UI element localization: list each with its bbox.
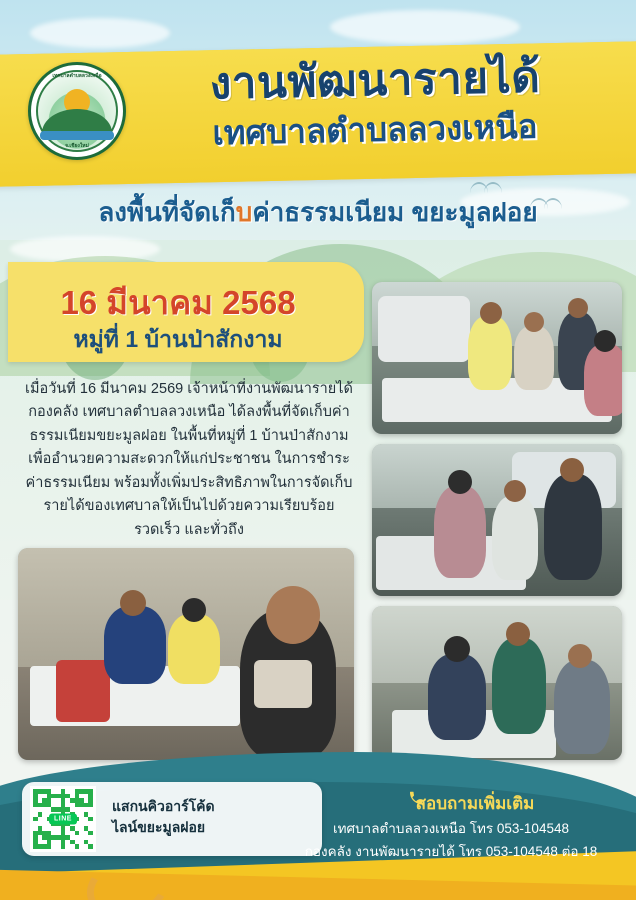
photo4-officer: [492, 638, 546, 734]
photo2-person-head: [504, 480, 526, 502]
photo-queue: [372, 444, 622, 596]
page-subtitle-organization: เทศบาลตำบลลวงเหนือ: [212, 107, 538, 152]
photo3-staff: [168, 614, 220, 684]
cloud-shape: [330, 10, 520, 44]
photo2-person-head: [560, 458, 584, 482]
event-location: หมู่ที่ 1 บ้านป่าสักงาม: [73, 326, 283, 352]
photo4-resident-head: [568, 644, 592, 668]
logo-water-icon: [40, 131, 114, 140]
photo2-person: [492, 496, 538, 580]
photo3-bucket: [56, 660, 110, 722]
contact-details: [276, 818, 626, 864]
photo2-person: [544, 474, 602, 580]
logo-top-text: เทศบาลตำบลลวงเหนือ: [52, 73, 102, 79]
photo-resident-smiling: [18, 548, 354, 760]
subtitle-highlight: บ: [235, 197, 253, 227]
photo1-person: [584, 344, 622, 416]
photo3-officer-head: [120, 590, 146, 616]
event-date: 16 มีนาคม 2568: [60, 284, 296, 321]
qr-label-line-2: ไลน์ขยะมูลฝอย: [112, 819, 206, 835]
contact-line-2: กองคลัง งานพัฒนารายได้ โทร 053-104548 ต่อ 18: [304, 843, 598, 859]
contact-line-1: เทศบาลตำบลลวงเหนือ โทร 053-104548: [333, 821, 569, 836]
photo4-person: [428, 654, 486, 740]
photo4-resident: [554, 660, 610, 754]
qr-label: [112, 796, 302, 838]
qr-label-line-1: แสกนคิวอาร์โค้ด: [112, 798, 215, 814]
photo1-person-head: [568, 298, 588, 318]
page-title: งานพัฒนารายได้: [209, 52, 541, 109]
photo2-person-head: [448, 470, 472, 494]
photo3-staff-head: [182, 598, 206, 622]
photo1-person: [468, 316, 512, 390]
photo3-officer: [104, 606, 166, 684]
subtitle-part-1: ลงพื้นที่จัดเก็: [98, 197, 236, 227]
photo2-person: [434, 486, 486, 578]
photo1-person-head: [594, 330, 616, 352]
photo1-van: [378, 296, 470, 362]
photo-receipt-issuing: [372, 606, 622, 760]
photo3-resident-bag: [254, 660, 312, 708]
photo1-person-head: [524, 312, 544, 332]
cloud-shape: [30, 18, 170, 48]
qr-code[interactable]: [30, 786, 96, 852]
photo4-person-head: [444, 636, 470, 662]
subtitle-part-2: ค่าธรรมเนียม ขยะมูลฝอย: [252, 197, 538, 227]
photo3-resident-head: [266, 586, 320, 644]
municipality-logo: [28, 62, 126, 160]
photo4-officer-head: [506, 622, 530, 646]
contact-title: สอบถามเพิ่มเติม: [415, 794, 535, 813]
page-subtitle: [0, 192, 636, 233]
logo-bottom-text: จ.เชียงใหม่: [65, 143, 89, 149]
line-badge: LINE: [49, 814, 77, 825]
photo1-person-head: [480, 302, 502, 324]
photo1-person: [514, 326, 554, 390]
photo-service-desk: [372, 282, 622, 434]
event-description: เมื่อวันที่ 16 มีนาคม 2569 เจ้าหน้าที่งานพัฒนารายได้ กองคลัง เทศบาลตำบลลวงเหนือ ได้ลงพื้นที่จัดเก็บค่าธรรมเนียมขยะมูลฝอย ในพื้นที่หมู่ที่ 1 บ้านป่าสักงาม เพื่ออำนวยความสะดวกให้แก่ประชาชน ในการชำระค่าธรรมเนียม พร้อมทั้งเพิ่มประสิทธิภาพในการจัดเก็บรายได้ของเทศบาลให้เป็นไปด้วยความเรียบร้อย รวดเร็ว และทั่วถึง: [25, 381, 353, 538]
